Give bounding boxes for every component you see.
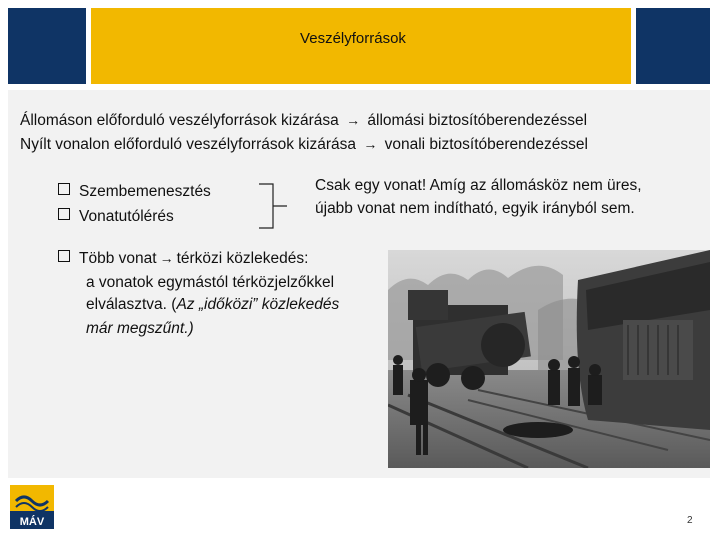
arrow-right-icon: →	[346, 112, 361, 128]
intro-line-station	[20, 112, 587, 130]
intro-line-station-result: állomási biztosítóberendezéssel	[367, 112, 588, 129]
bullet-item	[58, 208, 174, 226]
sub-line-italic-text: Az „időközi” közlekedés	[176, 296, 340, 313]
bullet-label: Szembemenesztés	[79, 183, 211, 200]
intro-line-open-track-text: Nyílt vonalon előforduló veszélyforrások kizárása	[20, 136, 356, 153]
header-right-block	[636, 8, 710, 84]
mav-logo	[10, 485, 54, 529]
bullet-item	[58, 183, 211, 201]
bracket-icon	[255, 182, 295, 232]
header-left-block	[8, 8, 86, 84]
intro-line-station-text: Állomáson előforduló veszélyforrások kizárása	[20, 112, 339, 129]
bullet-label-result: térközi közlekedés:	[176, 250, 309, 267]
sub-line: már megszűnt.)	[86, 320, 194, 337]
slide-title: Veszélyforrások	[300, 30, 406, 47]
checkbox-bullet-icon	[58, 183, 70, 195]
checkbox-bullet-icon	[58, 250, 70, 262]
sub-line-text: elválasztva. (	[86, 296, 177, 313]
bullet-label: Több vonat	[79, 250, 157, 267]
intro-line-open-track	[20, 136, 588, 154]
checkbox-bullet-icon	[58, 208, 70, 220]
arrow-right-icon: →	[363, 136, 378, 152]
note-text: Csak egy vonat! Amíg az állomásköz nem üres, újabb vonat nem indítható, egyik irányból sem.	[315, 177, 642, 217]
sub-line	[86, 296, 339, 314]
sub-line: a vonatok egymástól térközjelzőkkel	[86, 274, 335, 291]
bullet-label: Vonatutólérés	[79, 208, 174, 225]
logo-text: MÁV	[19, 516, 45, 528]
bullet-item	[58, 250, 308, 268]
page-number: 2	[687, 515, 693, 526]
intro-line-open-track-result: vonali biztosítóberendezéssel	[384, 136, 588, 153]
train-accident-photo	[388, 250, 710, 468]
arrow-right-icon: →	[159, 250, 174, 266]
